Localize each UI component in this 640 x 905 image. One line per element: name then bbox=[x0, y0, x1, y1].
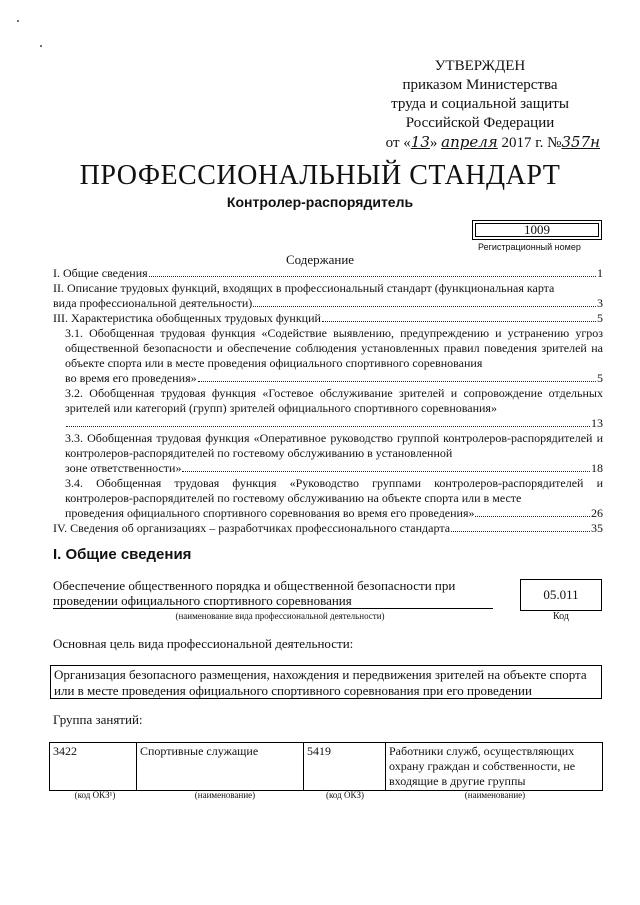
toc-item: 3.4. Обобщенная трудовая функция «Руководство группами контролеров-распорядителей и контролеров-распорядителей по гостевому обслуживанию на объекте спорта или в месте проведения официального спортивного соревнования во время его проведения» 26 bbox=[65, 476, 603, 520]
section-heading: I. Общие сведения bbox=[53, 546, 192, 563]
approval-line: приказом Министерства bbox=[402, 77, 558, 93]
toc-item: IV. Сведения об организациях – разработчиках профессионального стандарта 35 bbox=[53, 521, 603, 535]
approval-date: от «13» апреля 2017 г. №357н bbox=[385, 133, 600, 151]
toc-item: 3.1. Обобщенная трудовая функция «Содействие выявлению, предупреждению и устранению угроз общественной безопасности и обеспечение соблюдения установленных правил поведения зрителей на объекте спорта или в месте проведения официального спортивного соревнования во время его проведения» 5 bbox=[65, 326, 603, 385]
divider bbox=[53, 608, 493, 609]
activity-caption: (наименование вида профессиональной деятельности) bbox=[175, 611, 385, 621]
handwritten-order-number: 357н bbox=[561, 133, 600, 151]
table-caption: (наименование) bbox=[194, 790, 256, 800]
handwritten-month: апреля bbox=[441, 133, 498, 151]
approval-line: Российской Федерации bbox=[405, 115, 555, 131]
table-cell: 5419 bbox=[304, 743, 386, 791]
table-cell: 3422 bbox=[50, 743, 137, 791]
table-row bbox=[50, 743, 603, 791]
activity-kind: Обеспечение общественного порядка и общественной безопасности при проведении официального спортивного соревнования bbox=[53, 578, 456, 608]
code-label: Код bbox=[553, 611, 569, 622]
registration-number-box: 1009 bbox=[472, 220, 602, 240]
group-label: Группа занятий: bbox=[53, 712, 143, 727]
table-of-contents bbox=[53, 266, 603, 536]
registration-number-label: Регистрационный номер bbox=[478, 242, 581, 252]
table-cell: Спортивные служащие bbox=[137, 743, 304, 791]
scan-speck bbox=[40, 45, 42, 47]
approval-block bbox=[360, 57, 600, 153]
toc-item: III. Характеристика обобщенных трудовых функций 5 bbox=[53, 311, 603, 325]
scan-speck bbox=[17, 20, 19, 22]
toc-item: 3.2. Обобщенная трудовая функция «Гостевое обслуживание зрителей и сопровождение отдельных зрителей или категорий (групп) зрителей официального спортивного соревнования» 13 bbox=[65, 386, 603, 430]
table-cell: Работники служб, осуществляющих охрану граждан и собственности, не входящие в другие группы bbox=[386, 743, 603, 791]
toc-title: Содержание bbox=[285, 252, 355, 267]
goal-box: Организация безопасного размещения, нахождения и передвижения зрителей на объекте спорта или в месте проведения официального спортивного соревнования при его проведении bbox=[50, 665, 602, 699]
approval-heading: УТВЕРЖДЕН bbox=[434, 58, 526, 74]
activity-code-box: 05.011 bbox=[520, 579, 602, 611]
table-caption: (наименование) bbox=[464, 790, 526, 800]
document-title: ПРОФЕССИОНАЛЬНЫЙ СТАНДАРТ bbox=[79, 160, 561, 191]
handwritten-day: 13 bbox=[410, 133, 430, 151]
approval-line: труда и социальной защиты bbox=[391, 96, 569, 112]
toc-item: 3.3. Обобщенная трудовая функция «Оперативное руководство группой контролеров-распорядителей и контролеров-распорядителей по гостевому обслуживанию в установленной зоне ответственности» 18 bbox=[65, 431, 603, 475]
occupation-group-table bbox=[49, 742, 603, 791]
document-subtitle: Контролер-распорядитель bbox=[226, 194, 414, 210]
toc-item: II. Описание трудовых функций, входящих в профессиональный стандарт (функциональная карта вида профессиональной деятельности) 3 bbox=[53, 281, 603, 310]
table-caption: (код ОКЗ¹) bbox=[74, 790, 116, 800]
table-caption: (код ОКЗ) bbox=[326, 790, 364, 800]
goal-label: Основная цель вида профессиональной деятельности: bbox=[53, 636, 354, 651]
toc-item: I. Общие сведения 1 bbox=[53, 266, 603, 280]
